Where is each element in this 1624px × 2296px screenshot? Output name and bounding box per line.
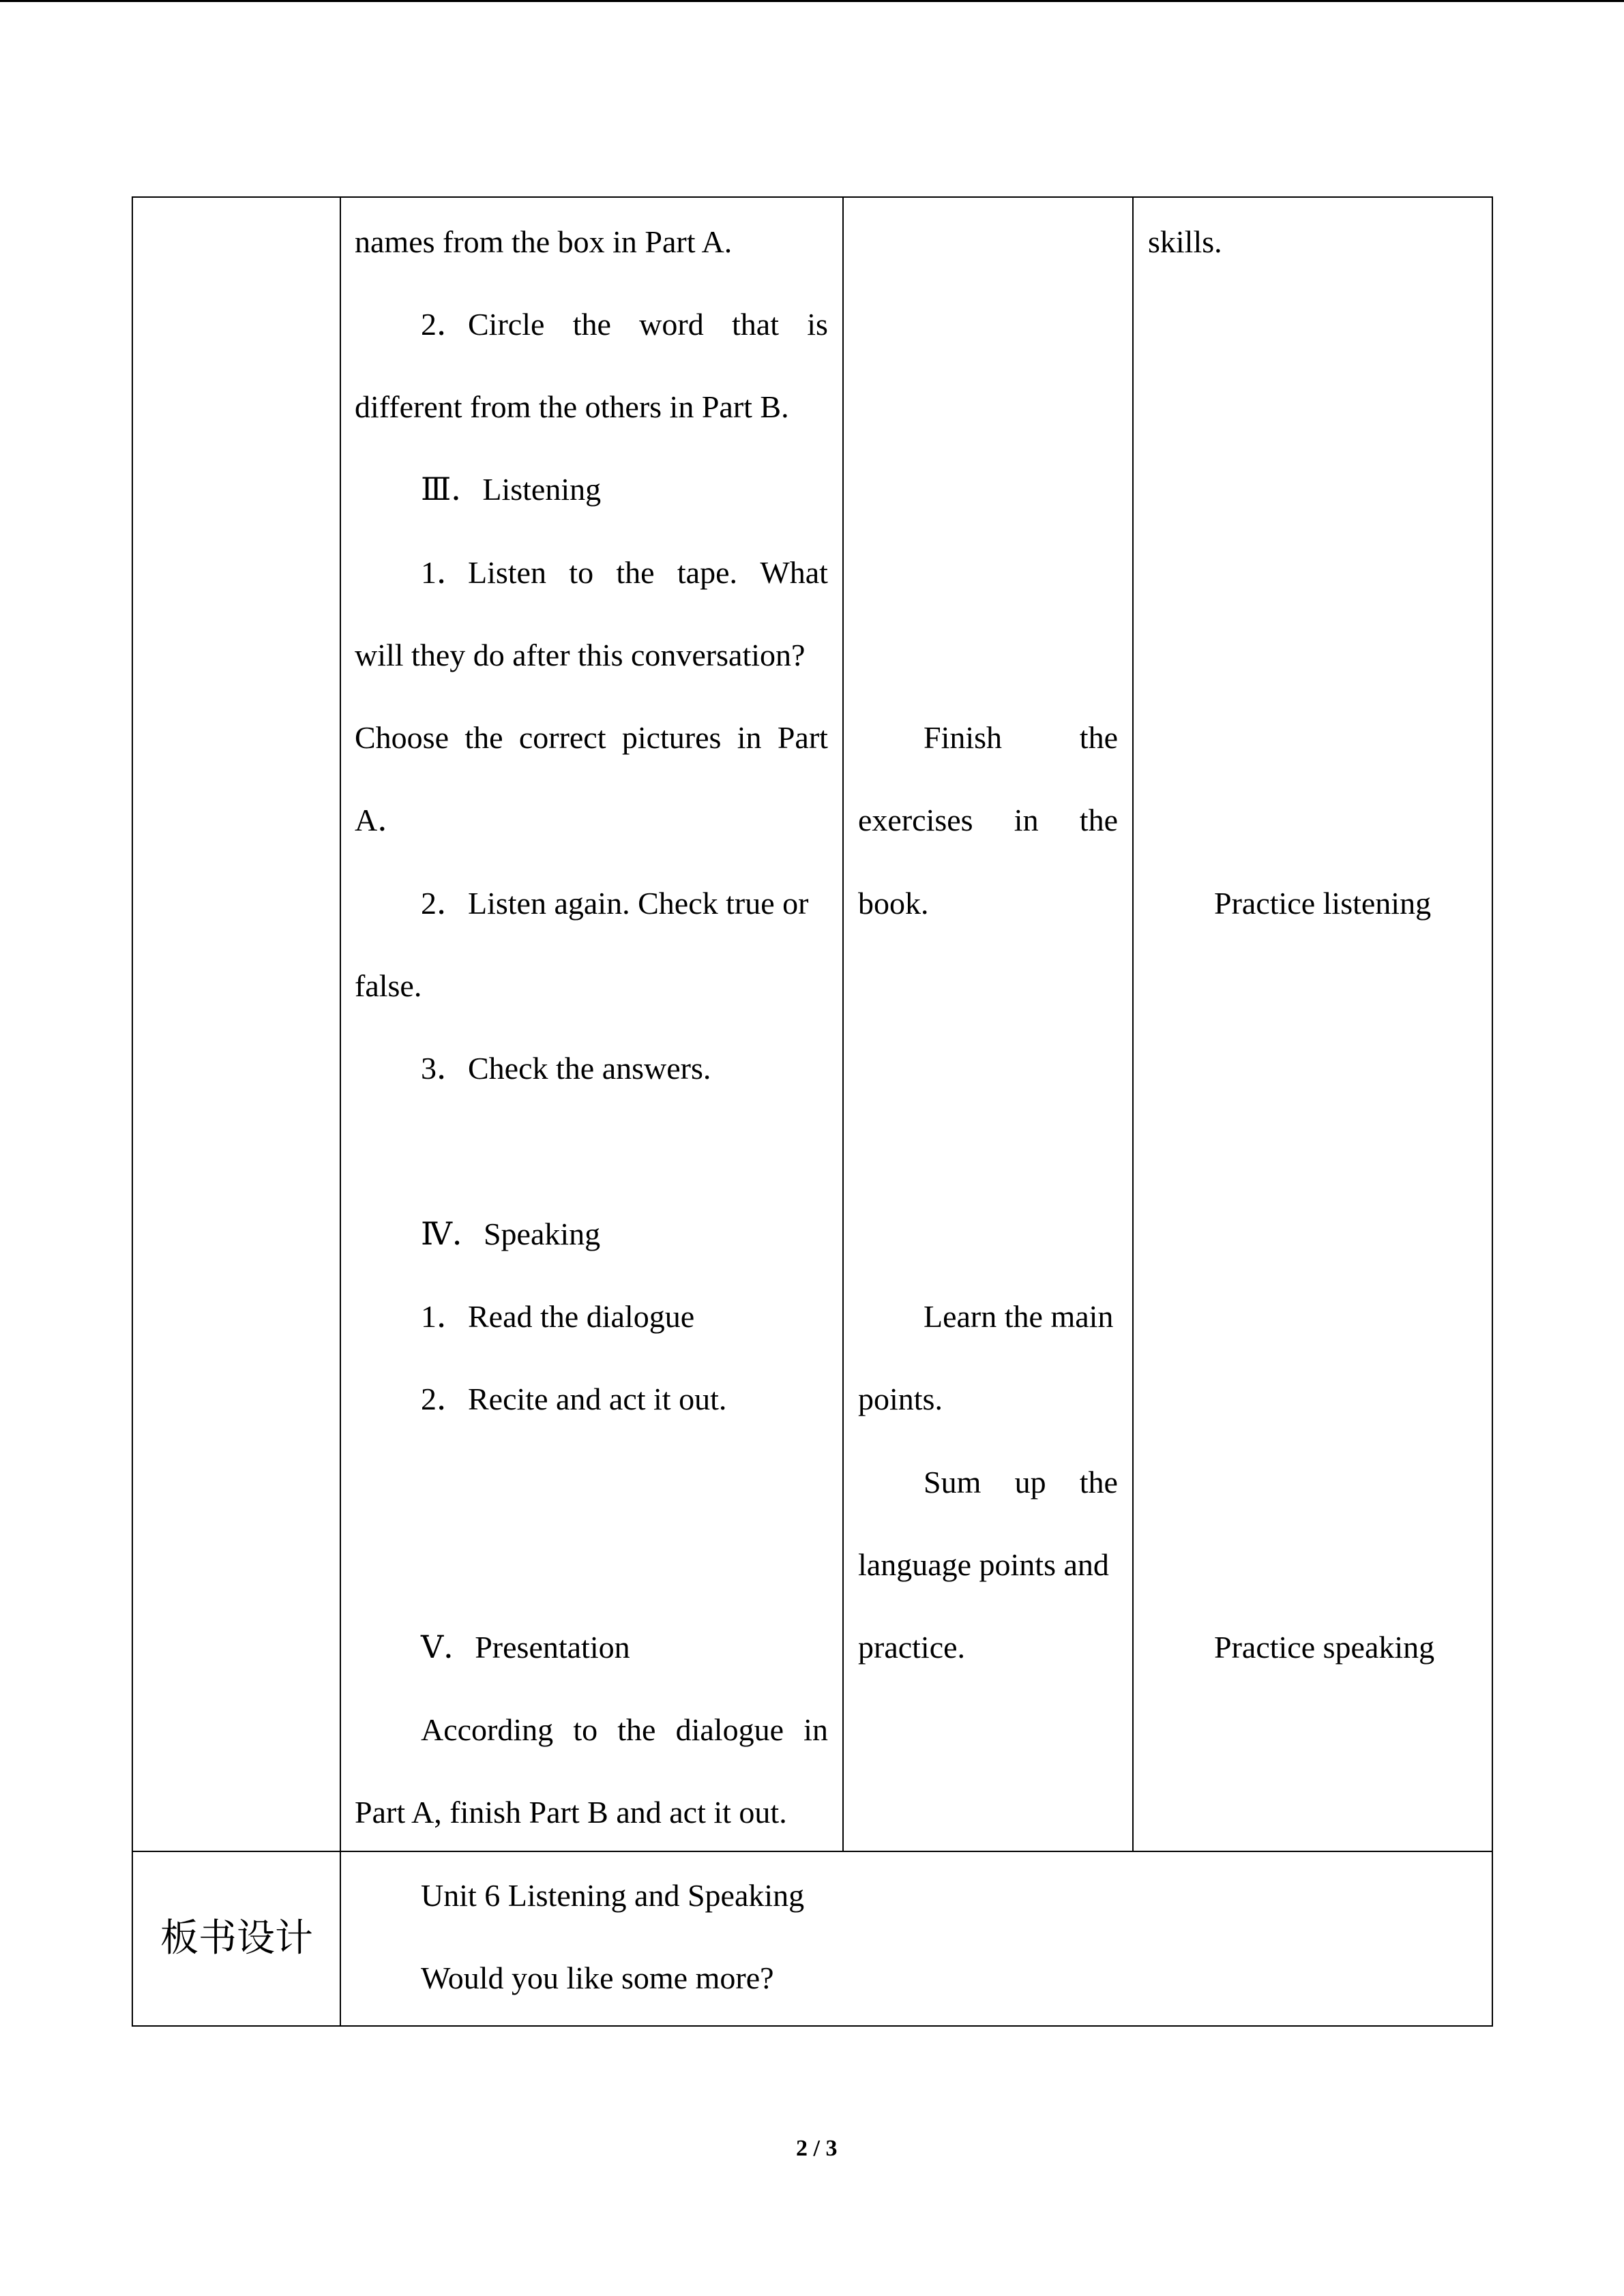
procedure-line: false.	[355, 968, 422, 1003]
procedure-line-justified	[421, 557, 828, 588]
blackboard-design-line: Unit 6 Listening and Speaking	[421, 1878, 805, 1913]
purpose-line: Practice speaking	[1214, 1630, 1435, 1665]
table-column-divider	[1132, 196, 1134, 1852]
blackboard-design-label: 板书设计	[160, 1916, 313, 1960]
procedure-line: A．	[355, 803, 409, 837]
word: According	[421, 1712, 554, 1747]
procedure-line-justified	[421, 309, 828, 340]
word: Sum	[924, 1465, 981, 1500]
table-column-divider	[842, 196, 844, 1852]
word: 2．Circle	[421, 307, 545, 342]
word: word	[639, 307, 704, 342]
procedure-line-justified	[421, 1714, 828, 1746]
word: exercises	[858, 803, 973, 837]
section-heading-presentation: Ⅴ．Presentation	[421, 1630, 630, 1665]
word: in	[737, 720, 762, 755]
table-border-top	[132, 196, 1493, 198]
word: pictures	[621, 720, 722, 755]
word: in	[1014, 803, 1039, 837]
table-column-divider	[340, 196, 341, 2027]
word: in	[803, 1712, 828, 1747]
table-row-divider	[132, 1851, 1493, 1852]
procedure-line: 2．Listen again. Check true or	[421, 886, 809, 921]
procedure-line: names from the box in Part A.	[355, 224, 733, 259]
word: the	[617, 1712, 656, 1747]
procedure-line: 3．Check the answers.	[421, 1051, 711, 1086]
table-border-right	[1492, 196, 1493, 2027]
word: to	[573, 1712, 598, 1747]
procedure-line: will they do after this conversation?	[355, 638, 806, 672]
section-heading-listening: Ⅲ．Listening	[421, 472, 602, 507]
activity-line-justified	[858, 805, 1118, 836]
activity-line: practice.	[858, 1630, 966, 1665]
activity-line-justified	[924, 722, 1118, 754]
word: the	[1079, 1465, 1118, 1500]
word: is	[807, 307, 828, 342]
word: the	[1079, 720, 1118, 755]
page-top-border	[0, 0, 1624, 2]
procedure-line: 1．Read the dialogue	[421, 1299, 695, 1334]
word: Finish	[924, 720, 1003, 755]
activity-line-justified	[924, 1467, 1118, 1498]
purpose-line: Practice listening	[1214, 886, 1432, 921]
word: up	[1014, 1465, 1046, 1500]
table-border-left	[132, 196, 133, 2027]
activity-line: language points and	[858, 1547, 1109, 1582]
word: the	[464, 720, 503, 755]
word: to	[569, 555, 594, 590]
word: correct	[518, 720, 606, 755]
procedure-line: different from the others in Part B.	[355, 389, 789, 424]
word: What	[760, 555, 828, 590]
activity-line: book.	[858, 886, 929, 921]
activity-line: Learn the main	[924, 1299, 1114, 1334]
section-heading-speaking: Ⅳ．Speaking	[421, 1217, 601, 1251]
word: tape.	[677, 555, 738, 590]
word: the	[572, 307, 611, 342]
procedure-line: Part A, finish Part B and act it out.	[355, 1795, 787, 1830]
activity-line: points.	[858, 1382, 943, 1416]
table-border-bottom	[132, 2025, 1493, 2027]
blackboard-design-line: Would you like some more?	[421, 1960, 774, 1995]
word: the	[616, 555, 655, 590]
page-number: 2 / 3	[796, 2136, 838, 2161]
procedure-line: 2．Recite and act it out.	[421, 1382, 727, 1416]
word: 1．Listen	[421, 555, 546, 590]
word: Part	[777, 720, 828, 755]
word: Choose	[355, 720, 449, 755]
purpose-line: skills.	[1148, 224, 1222, 259]
word: dialogue	[675, 1712, 784, 1747]
procedure-line-justified	[355, 722, 828, 754]
word: that	[732, 307, 779, 342]
word: the	[1079, 803, 1118, 837]
